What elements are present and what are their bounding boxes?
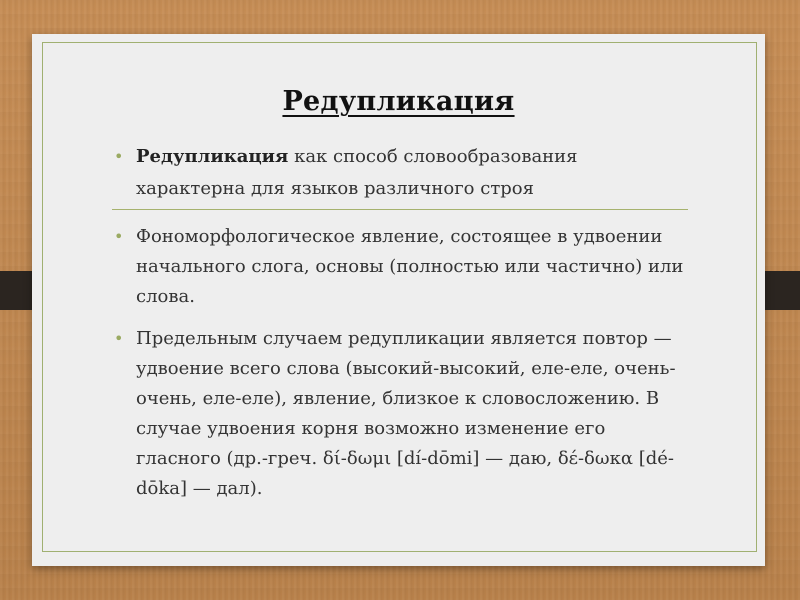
bullet-text: как способ словообразования характерна для языков различного строя	[136, 146, 578, 199]
bullet-text: Предельным случаем редупликации является повтор — удвоение всего слова (высокий-высокий, еле-еле, очень-очень, еле-еле), явление, близкое к словосложению. В случае удвоения корня возможно изменение его гласного (др.-греч. δί-δωμι [dí-dōmi] — даю, δέ-δωκα [dé-dōka] — дал).	[136, 328, 676, 499]
left-dark-bar	[0, 271, 32, 310]
bullet-dot-icon: •	[114, 329, 124, 348]
bullet-item	[112, 324, 692, 504]
slide-title: Редупликация	[282, 86, 515, 117]
bullet-dot-icon: •	[114, 147, 124, 166]
bullet-item	[112, 222, 692, 312]
slide-card	[32, 34, 765, 566]
bullet-text: Фономорфологическое явление, состоящее в удвоении начального слога, основы (полностью или частично) или слова.	[136, 226, 684, 307]
bullet-dot-icon: •	[114, 227, 124, 246]
bullet-item	[112, 141, 692, 207]
divider-line	[112, 209, 688, 210]
bullet-bold-lead: Редупликация	[136, 146, 289, 167]
bullet-list	[112, 141, 692, 504]
